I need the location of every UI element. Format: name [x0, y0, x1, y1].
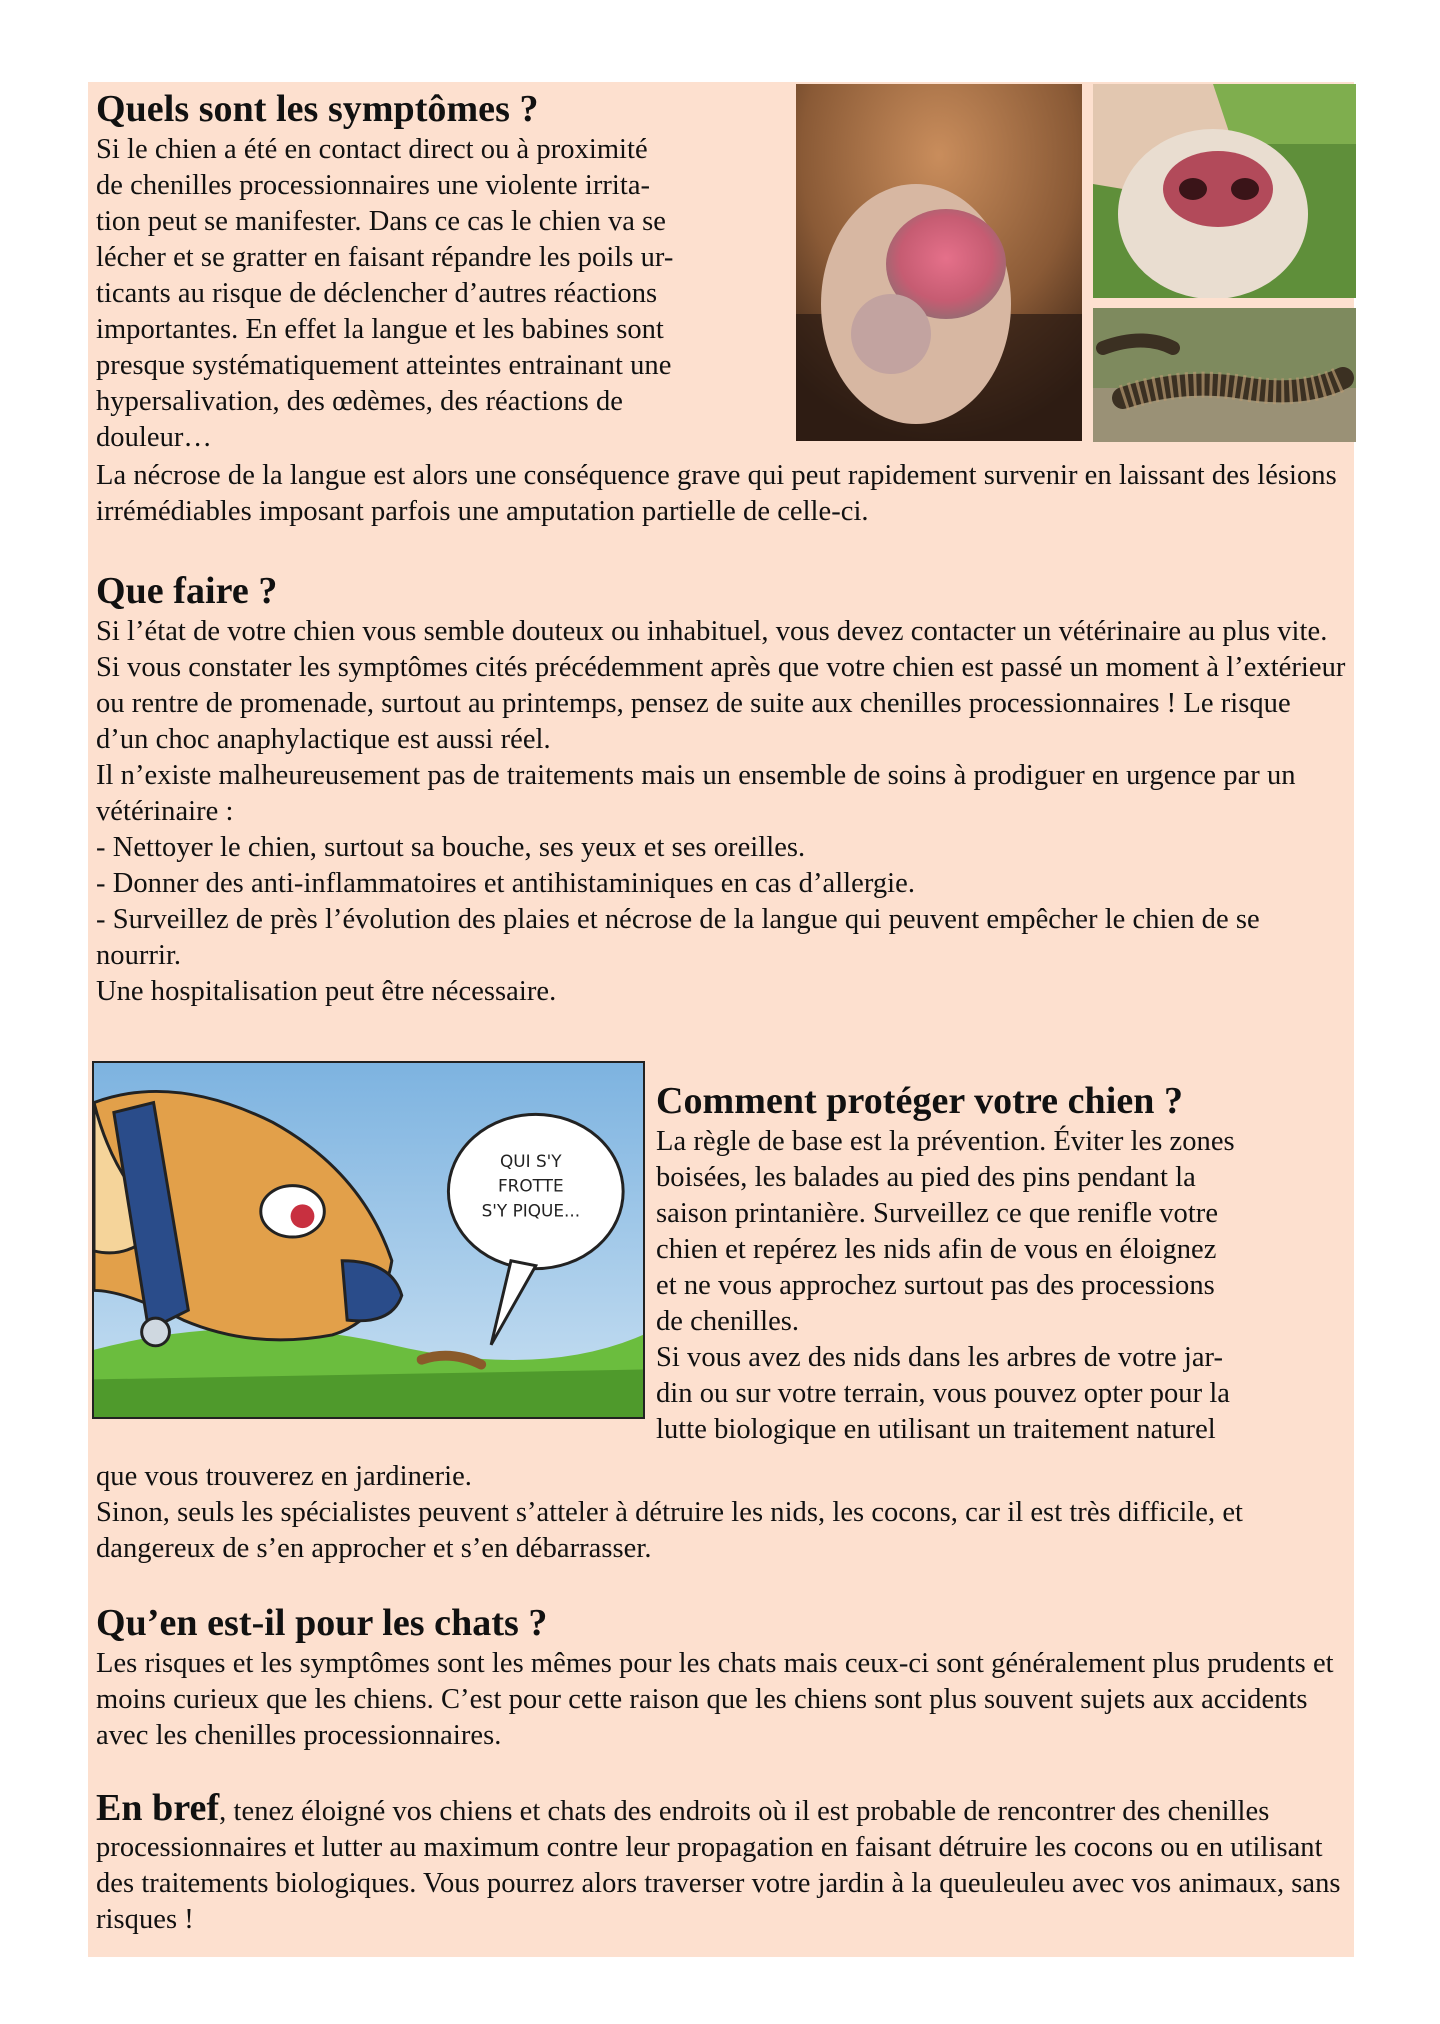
section-cats: [96, 1600, 1346, 1754]
text-line: chien et repérez les nids afin de vous en éloignez: [656, 1234, 1217, 1265]
paragraph: Sinon, seuls les spécialistes peuvent s’atteler à détruire les nids, les cocons, car il est très difficile, et dangereux de s’en approcher et s’en débarrasser.: [96, 1497, 1244, 1564]
paragraph: La nécrose de la langue est alors une conséquence grave qui peut rapidement survenir en laissant des lésions irrémédiables imposant parfois une amputation partielle de celle-ci.: [96, 460, 1337, 527]
bubble-line-1: QUI S'Y: [500, 1150, 562, 1171]
text-line: presque systématiquement atteintes entrainant une: [96, 350, 672, 381]
text-line: douleur…: [96, 422, 212, 453]
text-line: importantes. En effet la langue et les babines sont: [96, 314, 664, 345]
cartoon-dog-caterpillars: [92, 1061, 645, 1419]
text-line: tion peut se manifester. Dans ce cas le chien va se: [96, 206, 666, 237]
summary-lead: En bref: [96, 1787, 220, 1829]
section-summary: [96, 1787, 1346, 1938]
text-line: lutte biologique en utilisant un traitement naturel: [656, 1414, 1216, 1445]
paragraph: Les risques et les symptômes sont les mêmes pour les chats mais ceux-ci sont généralement plus prudents et moins curieux que les chiens. C’est pour cette raison que les chiens sont plus souvent sujets aux accidents avec les chenilles processionnaires.: [96, 1648, 1334, 1751]
text-line: que vous trouverez en jardinerie.: [96, 1461, 472, 1492]
text-line: et ne vous approchez surtout pas des processions: [656, 1270, 1215, 1301]
list-item: - Donner des anti-inflammatoires et antihistaminiques en cas d’allergie.: [96, 868, 916, 899]
photo-dog-nose: [1093, 84, 1356, 298]
section-protect: [656, 1078, 1356, 1448]
text-line: din ou sur votre terrain, vous pouvez opter pour la: [656, 1378, 1230, 1409]
summary-text: , tenez éloigné vos chiens et chats des endroits où il est probable de rencontrer des chenilles processionnaires et lutter au maximum contre leur propagation en faisant détruire les cocons ou en utilisant des traitements biologiques. Vous pourrez alors traverser votre jardin à la queuleuleu avec vos animaux, sans risques !: [96, 1796, 1341, 1935]
symptoms-necrosis: [96, 458, 1346, 530]
heading-cats: Qu’en est-il pour les chats ?: [96, 1602, 548, 1644]
section-what-to-do: [96, 568, 1346, 1010]
text-line: La règle de base est la prévention. Éviter les zones: [656, 1126, 1235, 1157]
paragraph: Une hospitalisation peut être nécessaire.: [96, 976, 557, 1007]
text-line: lécher et se gratter en faisant répandre les poils ur-: [96, 242, 674, 273]
text-line: boisées, les balades au pied des pins pendant la: [656, 1162, 1196, 1193]
bubble-line-2: FROTTE: [497, 1175, 564, 1196]
list-item: - Surveillez de près l’évolution des plaies et nécrose de la langue qui peuvent empêcher le chien de se nourrir.: [96, 904, 1260, 971]
text-line: hypersalivation, des œdèmes, des réactions de: [96, 386, 623, 417]
paragraph: Il n’existe malheureusement pas de traitements mais un ensemble de soins à prodiguer en urgence par un vétérinaire :: [96, 760, 1296, 827]
text-line: de chenilles processionnaires une violente irrita-: [96, 170, 651, 201]
text-line: Si vous avez des nids dans les arbres de votre jar-: [656, 1342, 1224, 1373]
list-item: - Nettoyer le chien, surtout sa bouche, ses yeux et ses oreilles.: [96, 832, 806, 863]
protect-continued: [96, 1459, 1346, 1567]
summary-paragraph: [96, 1787, 1346, 1938]
photo-caterpillars: [1093, 308, 1356, 442]
symptoms-intro: [96, 132, 796, 456]
section-symptoms: [96, 86, 796, 456]
heading-symptoms: Quels sont les symptômes ?: [96, 88, 539, 130]
paragraph: Si l’état de votre chien vous semble douteux ou inhabituel, vous devez contacter un vétérinaire au plus vite. Si vous constater les symptômes cités précédemment après que votre chien est passé un moment à l’extérieur ou rentre de promenade, surtout au printemps, pensez de suite aux chenilles processionnaires ! Le risque d’un choc anaphylactique est aussi réel.: [96, 616, 1346, 755]
heading-what-to-do: Que faire ?: [96, 570, 278, 612]
text-line: Si le chien a été en contact direct ou à proximité: [96, 134, 648, 165]
text-line: ticants au risque de déclencher d’autres réactions: [96, 278, 658, 309]
text-line: de chenilles.: [656, 1306, 800, 1337]
heading-protect: Comment protéger votre chien ?: [656, 1080, 1184, 1122]
bubble-line-3: S'Y PIQUE...: [481, 1200, 581, 1221]
text-line: saison printanière. Surveillez ce que renifle votre: [656, 1198, 1219, 1229]
photo-dog-tongue: [796, 84, 1082, 441]
